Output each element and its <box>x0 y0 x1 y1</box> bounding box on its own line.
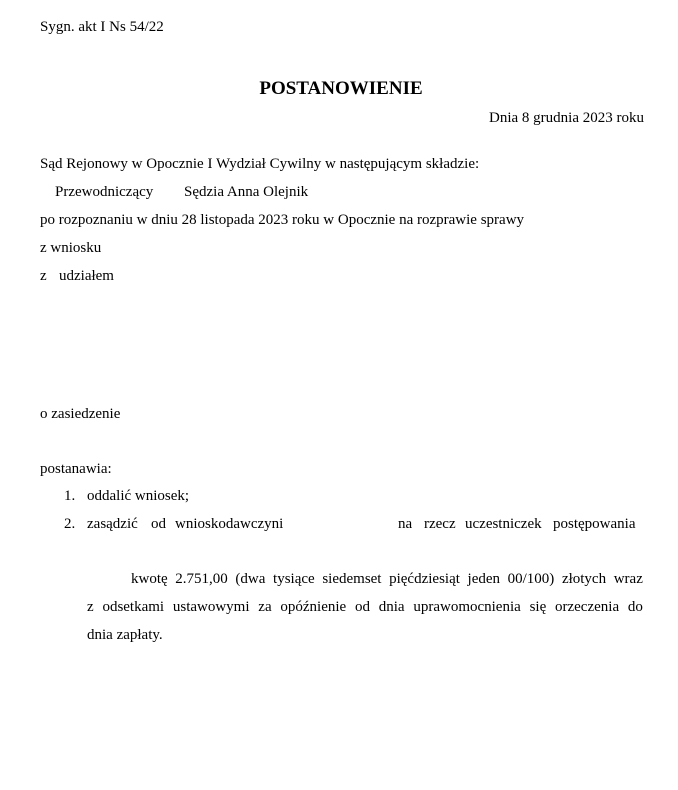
date-line: Dnia 8 grudnia 2023 roku <box>489 110 644 126</box>
amount-word: 2.751,00 <box>175 571 228 587</box>
item-word: wnioskodawczyni <box>175 516 284 532</box>
item-word: zasądzić <box>87 516 138 532</box>
item-word: od <box>151 516 166 532</box>
amount-word: ustawowymi <box>172 599 250 615</box>
document-title: POSTANOWIENIE <box>259 78 423 99</box>
hearing-line: po rozpoznaniu w dniu 28 listopada 2023 roku w Opocznie na rozprawie sprawy <box>40 212 525 228</box>
amount-line-2 <box>87 598 643 616</box>
amount-line-3: dnia zapłaty. <box>87 627 163 643</box>
participation-prefix: z <box>40 268 47 284</box>
item-word: postępowania <box>553 516 636 532</box>
court-line: Sąd Rejonowy w Opocznie I Wydział Cywilny w następującym składzie: <box>40 156 480 172</box>
amount-word: (dwa <box>235 571 266 587</box>
item-number: 2. <box>64 516 76 532</box>
amount-word: za <box>258 599 272 615</box>
amount-word: uprawomocnienia <box>413 599 521 615</box>
amount-word: od <box>354 599 370 615</box>
amount-word: złotych <box>561 571 607 587</box>
decides-label: postanawia: <box>40 461 112 477</box>
case-signature: Sygn. akt I Ns 54/22 <box>40 19 164 35</box>
amount-word: wraz <box>613 571 643 587</box>
amount-word: orzeczenia <box>555 599 620 615</box>
subject-line: o zasiedzenie <box>40 406 121 422</box>
amount-word: do <box>627 599 643 615</box>
amount-line-1 <box>131 570 643 588</box>
presiding-role: Przewodniczący <box>55 184 154 200</box>
amount-word: się <box>529 599 547 615</box>
presiding-judge: Sędzia Anna Olejnik <box>184 184 309 200</box>
amount-word: jeden <box>467 571 501 587</box>
item-word: na <box>398 516 413 532</box>
amount-word: kwotę <box>131 571 168 587</box>
item-text: oddalić wniosek; <box>87 488 190 504</box>
amount-word: odsetkami <box>102 599 165 615</box>
amount-word: siedemset <box>322 571 382 587</box>
item-number: 1. <box>64 488 76 504</box>
amount-word: z <box>87 599 94 615</box>
motion-line: z wniosku <box>40 240 102 256</box>
item-word: rzecz <box>424 516 456 532</box>
amount-word: tysiące <box>273 571 315 587</box>
amount-word: opóźnienie <box>280 599 347 615</box>
amount-word: pięćdziesiąt <box>389 571 460 587</box>
amount-word: 00/100) <box>507 571 555 587</box>
amount-word: dnia <box>378 599 405 615</box>
item-word: uczestniczek <box>465 516 542 532</box>
participation-word: udziałem <box>59 268 114 284</box>
